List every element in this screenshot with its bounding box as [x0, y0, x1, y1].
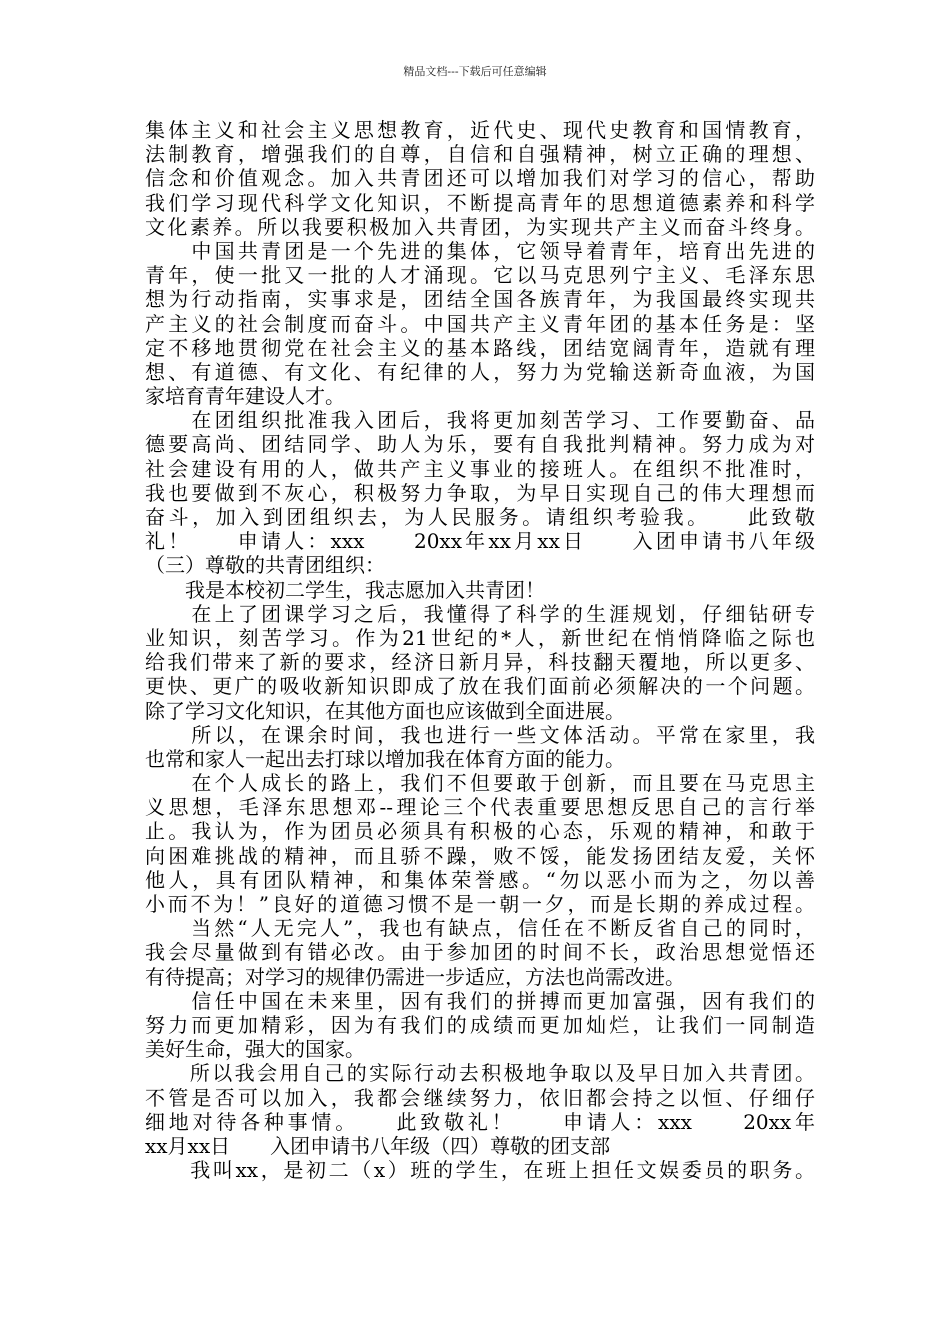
- text-line: 我也要做到不灰心，积极努力争取，为早日实现自己的伟大理想而: [145, 480, 815, 505]
- document-body: [145, 118, 815, 1182]
- text-line: 想为行动指南，实事求是，团结全国各族青年，为我国最终实现共: [145, 287, 815, 312]
- text-line: 我是本校初二学生，我志愿加入共青团！: [145, 577, 545, 602]
- text-line: 所以，在课余时间，我也进行一些文体活动。平常在家里，我: [145, 722, 815, 747]
- text-line: 除了学习文化知识，在其他方面也应该做到全面进展。: [145, 698, 625, 723]
- text-line: 当然“人无完人”，我也有缺点，信任在不断反省自己的同时，: [145, 916, 815, 941]
- text-line: 给我们带来了新的要求，经济日新月异，科技翻天覆地，所以更多、: [145, 650, 815, 675]
- text-line: xx月xx日 入团申请书八年级（四）尊敬的团支部: [145, 1133, 611, 1158]
- text-line: 我会尽量做到有错必改。由于参加团的时间不长，政治思想觉悟还: [145, 940, 815, 965]
- text-line: 奋斗，加入到团组织去，为人民服务。请组织考验我。 此致敬: [145, 505, 815, 529]
- text-line: 产主义的社会制度而奋斗。中国共产主义青年团的基本任务是：坚: [145, 311, 815, 336]
- text-line: 止。我认为，作为团员必须具有积极的心态，乐观的精神，和敢于: [145, 819, 815, 844]
- text-line: 在个人成长的路上，我们不但要敢于创新，而且要在马克思主: [145, 771, 815, 796]
- text-line: 中国共青团是一个先进的集体，它领导着青年，培育出先进的: [145, 238, 815, 263]
- text-line: 信念和价值观念。加入共青团还可以增加我们对学习的信心，帮助: [145, 166, 815, 191]
- text-line: 我们学习现代科学文化知识，不断提高青年的思想道德素养和科学: [145, 190, 815, 215]
- text-line: 也常和家人一起出去打球以增加我在体育方面的能力。: [145, 746, 625, 771]
- text-line: 有待提高；对学习的规律仍需进一步适应，方法也尚需改进。: [145, 964, 685, 989]
- text-line: 集体主义和社会主义思想教育，近代史、现代史教育和国情教育，: [145, 118, 815, 142]
- text-line: 在团组织批准我入团后，我将更加刻苦学习、工作要勤奋、品: [145, 408, 815, 433]
- text-line: 青年，使一批又一批的人才涌现。它以马克思列宁主义、毛泽东思: [145, 263, 815, 288]
- text-line: 他人，具有团队精神，和集体荣誉感。“勿以恶小而为之，勿以善: [145, 867, 815, 892]
- text-line: 向困难挑战的精神，而且骄不躁，败不馁，能发扬团结友爱，关怀: [145, 843, 815, 868]
- text-line: 德要高尚、团结同学、助人为乐，要有自我批判精神。努力成为对: [145, 432, 815, 457]
- text-line: 细地对待各种事情。 此致敬礼！ 申请人：xxx 20xx年: [145, 1109, 815, 1134]
- text-line: 在上了团课学习之后，我懂得了科学的生涯规划，仔细钻研专: [145, 601, 815, 626]
- text-line: 所以我会用自己的实际行动去积极地争取以及早日加入共青团。: [145, 1061, 815, 1086]
- text-line: 法制教育，增强我们的自尊，自信和自强精神，树立正确的理想、: [145, 142, 815, 167]
- text-line: 我叫xx，是初二（x）班的学生，在班上担任文娱委员的职务。: [145, 1158, 815, 1183]
- text-line: 社会建设有用的人，做共产主义事业的接班人。在组织不批准时，: [145, 456, 815, 481]
- text-line: （三）尊敬的共青团组织：: [145, 553, 385, 578]
- text-line: 义思想，毛泽东思想邓--理论三个代表重要思想反思自己的言行举: [145, 795, 815, 820]
- text-line: 更快、更广的吸收新知识即成了放在我们面前必须解决的一个问题。: [145, 674, 815, 699]
- text-line: 小而不为！”良好的道德习惯不是一朝一夕，而是长期的养成过程。: [145, 892, 815, 916]
- text-line: 礼！ 申请人：xxx 20xx年xx月xx日 入团申请书八年级: [145, 529, 815, 554]
- text-line: 业知识，刻苦学习。作为21世纪的*人，新世纪在悄悄降临之际也: [145, 625, 815, 650]
- text-line: 文化素养。所以我要积极加入共青团，为实现共产主义而奋斗终身。: [145, 214, 815, 239]
- text-line: 家培育青年建设人才。: [145, 384, 345, 409]
- text-line: 信任中国在未来里，因有我们的拼搏而更加富强，因有我们的: [145, 988, 815, 1013]
- text-line: 定不移地贯彻党在社会主义的基本路线，团结宽阔青年，造就有理: [145, 335, 815, 360]
- text-line: 想、有道德、有文化、有纪律的人，努力为党输送新奇血液，为国: [145, 359, 815, 384]
- page-header: 精品文档---下载后可任意编辑: [403, 65, 547, 78]
- text-line: 美好生命，强大的国家。: [145, 1037, 365, 1062]
- text-line: 不管是否可以加入，我都会继续努力，依旧都会持之以恒、仔细仔: [145, 1085, 815, 1110]
- text-line: 努力而更加精彩，因为有我们的成绩而更加灿烂，让我们一同制造: [145, 1012, 815, 1037]
